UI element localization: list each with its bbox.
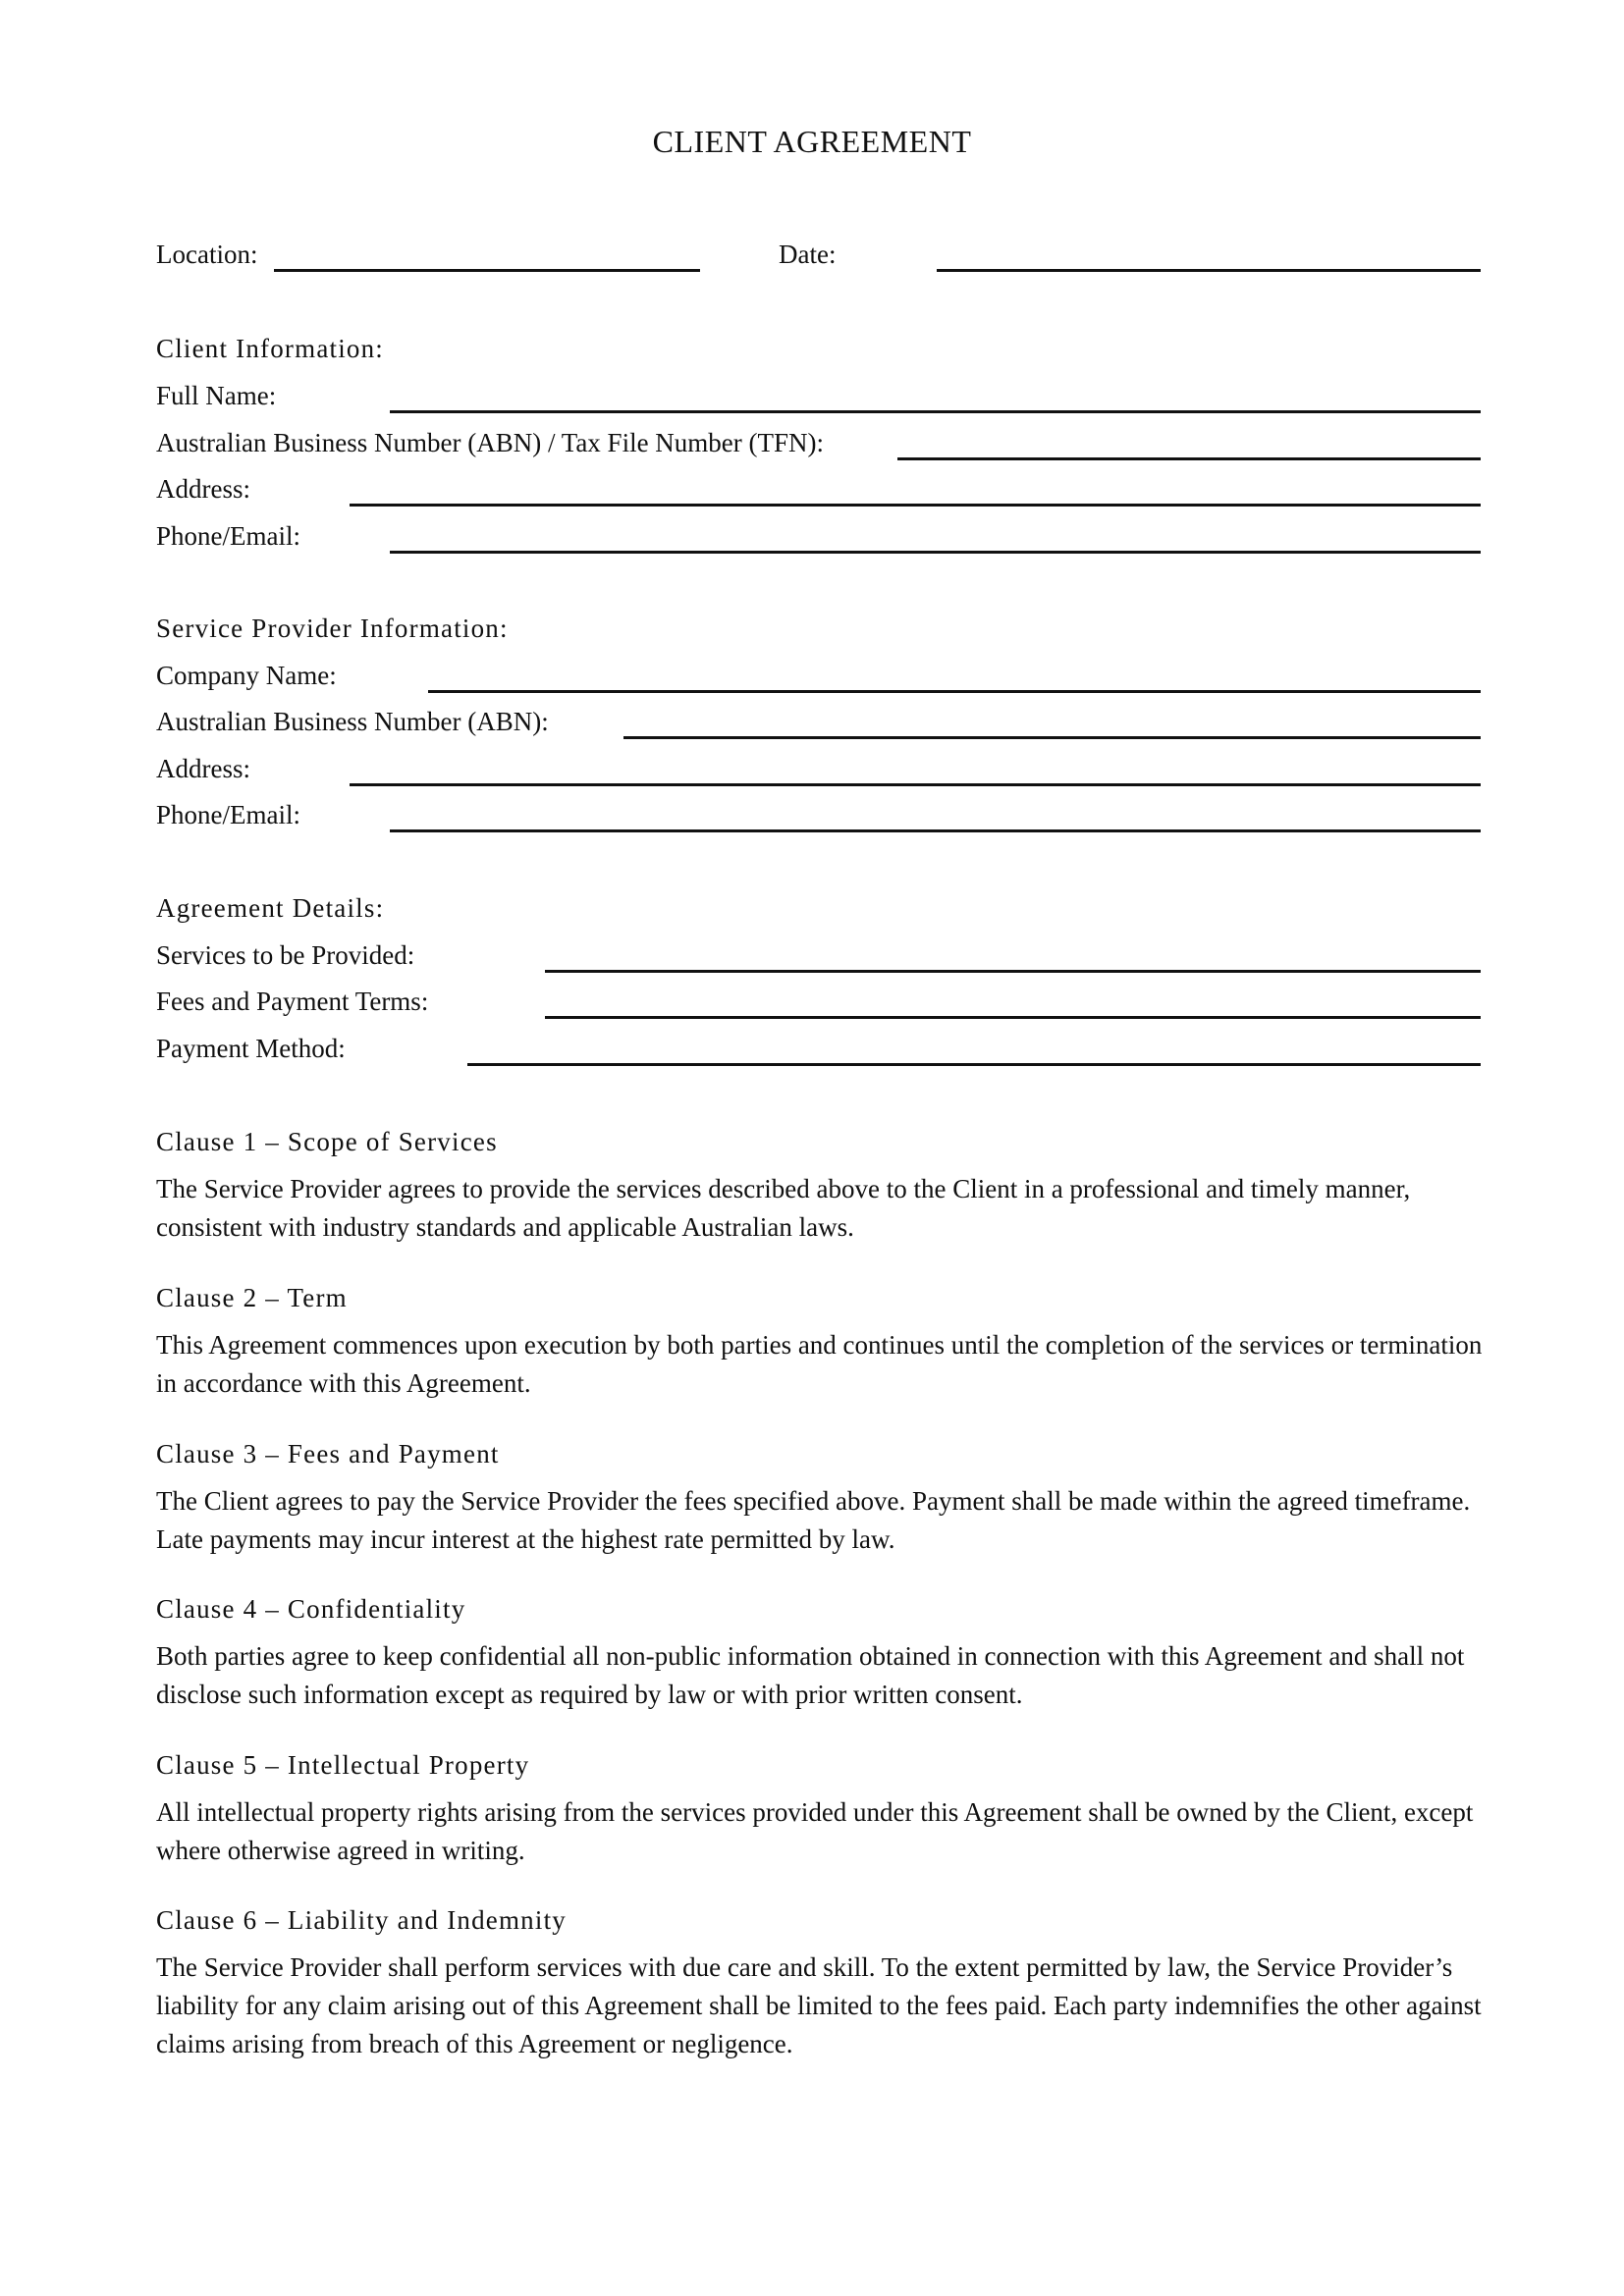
fees-label: Fees and Payment Terms:	[156, 987, 429, 1016]
clause-3-title: Clause 3 – Fees and Payment	[156, 1439, 500, 1468]
client-full-name-field[interactable]	[390, 410, 1481, 413]
clause-1-text: The Service Provider agrees to provide the services described above to the Client in a professional and timely manner, consistent with industry standards and applicable Australian laws.	[156, 1174, 1411, 1242]
client-abn-tfn-field[interactable]	[897, 457, 1481, 460]
clause-4-title: Clause 4 – Confidentiality	[156, 1594, 466, 1624]
clause-3-text: The Client agrees to pay the Service Provider the fees specified above. Payment shall be made within the agreed timeframe. Late payments may incur interest at the highest rate permitted by law.	[156, 1486, 1471, 1554]
clause-4-text: Both parties agree to keep confidential all non-public information obtained in connection with this Agreement and shall not disclose such information except as required by law or with prior written consent.	[156, 1641, 1465, 1709]
clause-2-text: This Agreement commences upon execution by both parties and continues until the completion of the services or termination in accordance with this Agreement.	[156, 1330, 1483, 1398]
provider-company-name-field[interactable]	[428, 690, 1481, 693]
provider-abn-label: Australian Business Number (ABN):	[156, 707, 549, 736]
clause-6-title: Clause 6 – Liability and Indemnity	[156, 1905, 567, 1935]
clause-5-text: All intellectual property rights arising from the services provided under this Agreement shall be owned by the Client, except where otherwise agreed in writing.	[156, 1797, 1474, 1865]
clause-5-title: Clause 5 – Intellectual Property	[156, 1750, 530, 1780]
provider-company-name-label: Company Name:	[156, 661, 337, 690]
provider-info-heading: Service Provider Information:	[156, 614, 509, 643]
clause-1-title: Clause 1 – Scope of Services	[156, 1127, 498, 1156]
payment-method-field[interactable]	[467, 1063, 1481, 1066]
payment-method-label: Payment Method:	[156, 1034, 346, 1063]
location-field[interactable]	[274, 269, 700, 272]
provider-phone-email-field[interactable]	[390, 829, 1481, 832]
client-full-name-label: Full Name:	[156, 381, 277, 410]
agreement-details-heading: Agreement Details:	[156, 893, 385, 923]
provider-address-field[interactable]	[350, 783, 1481, 786]
client-phone-email-field[interactable]	[390, 551, 1481, 554]
date-field[interactable]	[937, 269, 1481, 272]
client-address-field[interactable]	[350, 504, 1481, 507]
client-address-label: Address:	[156, 474, 250, 504]
location-label: Location:	[156, 240, 258, 269]
client-abn-tfn-label: Australian Business Number (ABN) / Tax File Number (TFN):	[156, 428, 825, 457]
provider-abn-field[interactable]	[623, 736, 1481, 739]
services-field[interactable]	[545, 970, 1481, 973]
provider-phone-email-label: Phone/Email:	[156, 800, 300, 829]
provider-address-label: Address:	[156, 754, 250, 783]
clause-2-title: Clause 2 – Term	[156, 1283, 348, 1312]
date-label: Date:	[779, 240, 837, 269]
client-phone-email-label: Phone/Email:	[156, 521, 300, 551]
client-info-heading: Client Information:	[156, 334, 385, 363]
fees-field[interactable]	[545, 1016, 1481, 1019]
clause-6-text: The Service Provider shall perform services with due care and skill. To the extent permitted by law, the Service Provider’s liability for any claim arising out of this Agreement shall be limited to the fees paid. Each party indemnifies the other against claims arising from breach of this Agreement or negligence.	[156, 1952, 1482, 2058]
services-label: Services to be Provided:	[156, 940, 415, 970]
document-title: CLIENT AGREEMENT	[652, 124, 972, 159]
